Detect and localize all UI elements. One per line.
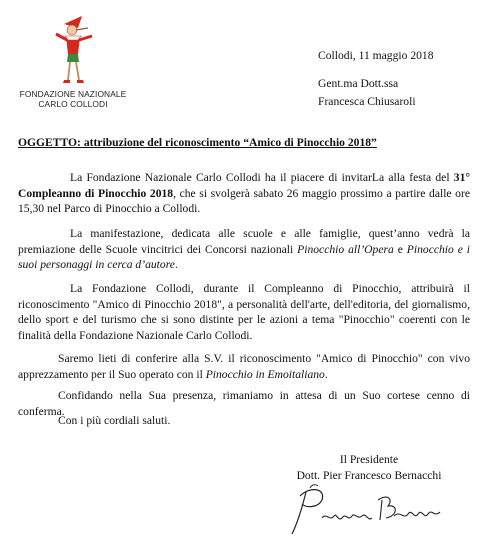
handwritten-signature (282, 478, 452, 538)
signer-title: Il Presidente (339, 453, 399, 466)
p1-text-c: , che si svolgerà sabato 26 maggio prossimo a partire dalle ore 15,30 nel Parco di Pinocchio a Collodi. (18, 186, 470, 215)
logo-line-2: CARLO COLLODI (38, 98, 108, 109)
p2-text-a: La manifestazione, dedicata alle scuole e alle famiglie, quest’anno vedrà la premiazione delle Scuole vincitrici dei Concorsi nazionali (18, 227, 470, 256)
recipient-block (318, 75, 416, 111)
logo-line-1: FONDAZIONE NAZIONALE (19, 89, 127, 99)
paragraph-event (18, 226, 470, 273)
signer-name: Dott. Pier Francesco Bernacchi (296, 468, 442, 482)
p2-contest-2: Pinocchio e i suoi personaggi in cerca d’autore (18, 242, 470, 271)
p4-text-a: Saremo lieti di conferire alla S.V. il riconoscimento "Amico di Pinocchio" con vivo apprezzamento per il Suo operato con il (18, 352, 470, 381)
paragraph-closing: Confidando nella Sua presenza, rimaniamo in attesa di un Suo cortese cenno di conferma. (18, 389, 470, 418)
recipient-name: Francesca Chiusaroli (318, 95, 416, 108)
p2-text-e: . (174, 258, 178, 271)
p4-project-name: Pinocchio in Emoitaliano (205, 367, 325, 381)
p1-event-name: 31° Compleanno di Pinocchio 2018 (18, 171, 470, 200)
p4-text-c: . (324, 367, 328, 381)
letter-date: Collodi, 11 maggio 2018 (318, 49, 434, 62)
pinocchio-logo-icon (48, 10, 104, 90)
paragraph-award: La Fondazione Collodi, durante il Compleanno di Pinocchio, attribuirà il riconoscimento "Amico di Pinocchio 2018", a personalità dell'arte, dell'editoria, del giornalismo, dello sport e del turismo che si sono distinte per le azioni a tema "Pinocchio" coerenti con le finalità della Fondazione Nazionale Carlo Collodi. (18, 282, 470, 342)
p2-text-c: e (393, 242, 407, 256)
letter-subject: OGGETTO: attribuzione del riconoscimento “Amico di Pinocchio 2018” (18, 136, 377, 149)
p1-text-a: La Fondazione Nazionale Carlo Collodi ha il piacere di invitarLa alla festa del (70, 171, 454, 184)
paragraph-conferral (18, 351, 470, 382)
p2-contest-1: Pinocchio all’Opera (297, 242, 394, 256)
paragraph-greetings: Con i più cordiali saluti. (58, 414, 171, 427)
paragraph-invitation (18, 170, 470, 217)
salutation: Gent.ma Dott.ssa (318, 77, 399, 90)
foundation-logo (14, 10, 132, 110)
